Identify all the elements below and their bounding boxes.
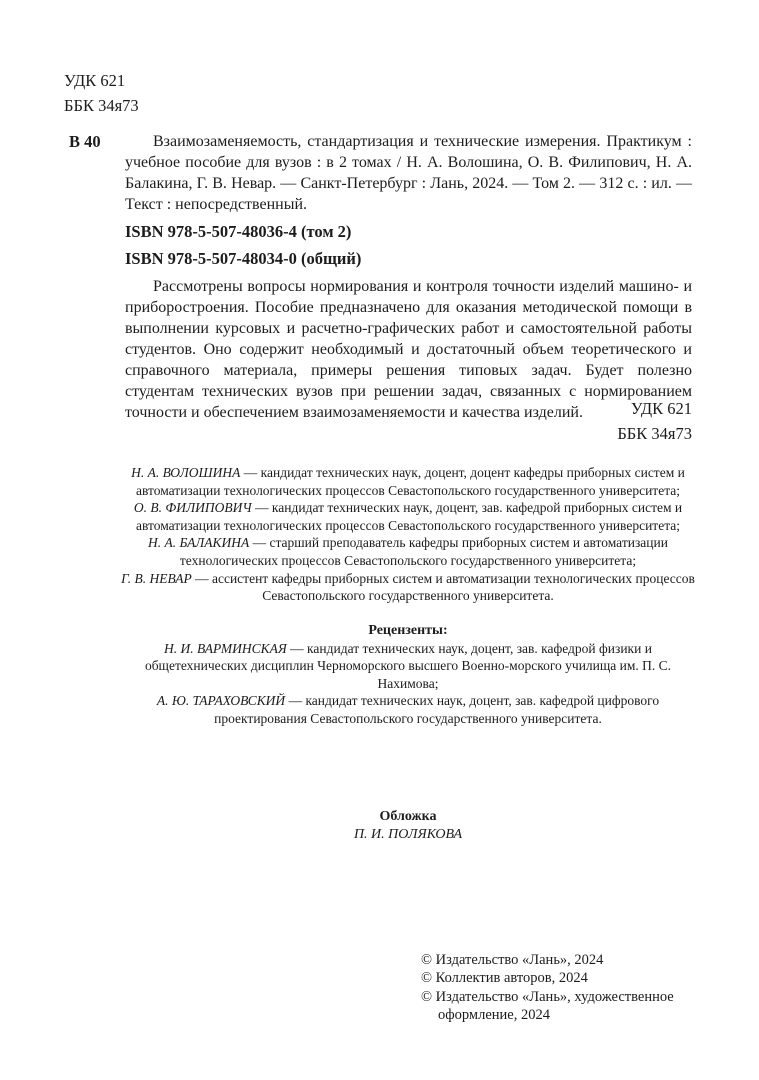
author-name: О. В. ФИЛИПОВИЧ bbox=[133, 500, 252, 516]
cover-credit bbox=[113, 808, 703, 844]
bibliographic-entry bbox=[69, 131, 692, 215]
bbk-code-right: ББК 34я73 bbox=[617, 424, 692, 443]
udc-code-right: УДК 621 bbox=[630, 399, 692, 418]
bibliographic-description: Взаимозаменяемость, стандартизация и технические измерения. Практикум : учебное пособие для вузов : в 2 томах / Н. А. Волошина, О. В. Филипович, Н. А. Балакина, Г. В. Невар. — Санкт-Петербург : Лань, 2024. — Том 2. — 312 с. : ил. — Текст : непосредственный. bbox=[125, 133, 692, 213]
isbn-common: ISBN 978-5-507-48034-0 (общий) bbox=[125, 249, 362, 268]
author-sign-code: В 40 bbox=[69, 132, 101, 151]
reviewer-entry bbox=[113, 640, 703, 693]
author-name: Н. А. ВОЛОШИНА bbox=[131, 465, 241, 480]
authors-credits bbox=[113, 464, 703, 605]
author-name: Г. В. НЕВАР bbox=[121, 570, 192, 586]
author-description: — старший преподаватель кафедры приборных систем и автоматизации технологических процессов Севастопольского государственного университета; bbox=[179, 535, 668, 568]
copyright-notices bbox=[421, 951, 691, 1025]
author-entry bbox=[113, 534, 703, 569]
copyright-line: © Издательство «Лань», 2024 bbox=[421, 952, 604, 968]
reviewer-entry bbox=[113, 692, 703, 727]
author-name: Н. А. БАЛАКИНА bbox=[148, 535, 250, 551]
reviewers-heading: Рецензенты: bbox=[368, 623, 448, 638]
reviewer-name: Н. И. ВАРМИНСКАЯ bbox=[164, 640, 287, 656]
author-description: — кандидат технических наук, доцент, доцент кафедры приборных систем и автоматизации технологических процессов Севастопольского государственного университета; bbox=[135, 465, 685, 498]
cover-designer-name: П. И. ПОЛЯКОВА bbox=[353, 827, 463, 842]
author-description: — ассистент кафедры приборных систем и автоматизации технологических процессов Севастопольского государственного университета. bbox=[191, 570, 695, 604]
reviewer-name: А. Ю. ТАРАХОВСКИЙ bbox=[156, 693, 286, 709]
cover-heading: Обложка bbox=[379, 809, 437, 824]
author-entry bbox=[113, 499, 703, 534]
copyright-line: © Издательство «Лань», художественное оформление, 2024 bbox=[421, 988, 674, 1024]
copyright-line: © Коллектив авторов, 2024 bbox=[421, 970, 588, 987]
udc-code-top: УДК 621 bbox=[64, 71, 126, 90]
author-entry bbox=[113, 464, 703, 499]
bbk-code-top: ББК 34я73 bbox=[64, 96, 139, 115]
classification-codes-right bbox=[617, 396, 692, 446]
isbn-volume: ISBN 978-5-507-48036-4 (том 2) bbox=[125, 222, 352, 241]
author-description: — кандидат технических наук, доцент, зав. кафедрой приборных систем и автоматизации технологических процессов Севастопольского государственного университета; bbox=[135, 500, 683, 533]
reviewer-description: — кандидат технических наук, доцент, зав. кафедрой физики и общетехнических дисциплин Черноморского высшего Военно-морского училища им. П. С. Нахимова; bbox=[144, 640, 672, 691]
reviewer-description: — кандидат технических наук, доцент, зав. кафедрой цифрового проектирования Севастопольского государственного университета. bbox=[214, 693, 660, 726]
author-entry bbox=[113, 570, 703, 605]
annotation-paragraph: Рассмотрены вопросы нормирования и контроля точности изделий машино- и приборостроения. Пособие предназначено для оказания методической помощи в выполнении курсовых и расчетно-графических работ и самостоятельной работы студентов. Оно содержит необходимый и достаточный объем теоретического и справочного материала, примеры решения типовых задач. Будет полезно студентам технических вузов при решении задач, связанных с нормированием точности и обеспечением взаимозаменяемости и качества изделий. bbox=[125, 278, 692, 421]
reviewers-section bbox=[113, 622, 703, 728]
classification-codes-top bbox=[64, 68, 139, 118]
